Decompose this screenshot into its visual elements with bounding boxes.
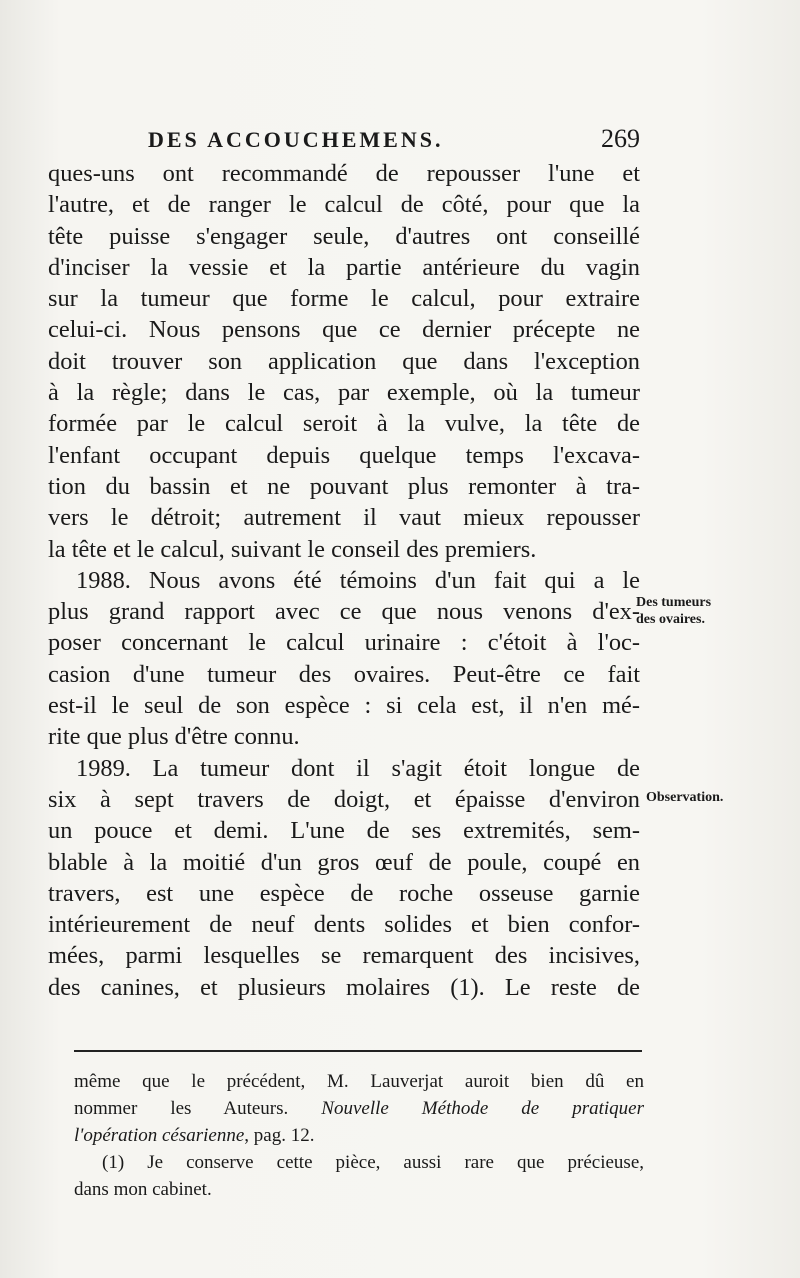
footnote-book-title-cont: l'opération césarienne <box>74 1125 245 1146</box>
text-line: formée par le calcul seroit à la vulve, la tête de <box>48 410 640 438</box>
text-line: celui-ci. Nous pensons que ce dernier précepte ne <box>48 316 640 344</box>
footnote-text: nommer les Auteurs. <box>74 1098 322 1119</box>
footnote-line: même que le précédent, M. Lauverjat auroit bien dû en <box>74 1071 644 1092</box>
text-line: doit trouver son application que dans l'exception <box>48 347 640 375</box>
body-text <box>48 158 640 1003</box>
paragraph-1989-start: 1989. La tumeur dont il s'agit étoit longue de <box>76 754 640 782</box>
text-line: l'enfant occupant depuis quelque temps l'excava- <box>48 441 640 469</box>
margin-note-line: des ovaires. <box>636 612 705 627</box>
margin-note-line: Des tumeurs <box>636 595 712 610</box>
text-line: ques-uns ont recommandé de repousser l'une et <box>48 160 640 187</box>
footnote-divider <box>74 1050 642 1052</box>
text-line: sur la tumeur que forme le calcul, pour extraire <box>48 285 640 313</box>
page-number: 269 <box>601 124 640 153</box>
text-line: intérieurement de neuf dents solides et bien confor- <box>48 911 640 939</box>
footnote-1: (1) Je conserve cette pièce, aussi rare que précieuse, <box>102 1152 644 1173</box>
text-line: travers, est une espèce de roche osseuse garnie <box>48 879 640 907</box>
text-line: casion d'une tumeur des ovaires. Peut-être ce fait <box>48 660 640 688</box>
footnotes <box>74 1068 644 1203</box>
text-line: rite que plus d'être connu. <box>48 723 300 751</box>
text-line: poser concernant le calcul urinaire : c'étoit à l'oc- <box>48 629 640 657</box>
text-line: est-il le seul de son espèce : si cela est, il n'en mé- <box>48 692 640 720</box>
text-line: plus grand rapport avec ce que nous venons d'ex- <box>48 598 640 626</box>
text-line: des canines, et plusieurs molaires (1). Le reste de <box>48 973 640 1001</box>
text-line: mées, parmi lesquelles se remarquent des incisives, <box>48 942 640 970</box>
text-line: blable à la moitié d'un gros œuf de poule, coupé en <box>48 848 640 876</box>
running-title: DES ACCOUCHEMENS. <box>148 127 444 152</box>
paragraph-1988-start: 1988. Nous avons été témoins d'un fait qui a le <box>76 566 640 594</box>
text-line: six à sept travers de doigt, et épaisse d'environ <box>48 785 640 813</box>
text-line: à la règle; dans le cas, par exemple, où la tumeur <box>48 379 640 407</box>
footnote-book-title: Nouvelle Méthode de pratiquer <box>321 1098 644 1119</box>
page-header <box>148 124 640 154</box>
footnote-line: dans mon cabinet. <box>74 1179 212 1200</box>
text-line: un pouce et demi. L'une de ses extremités, sem- <box>48 817 640 845</box>
footnote-line <box>74 1095 644 1122</box>
margin-note-observation: Observation. <box>646 790 724 805</box>
margin-note-tumeurs <box>636 594 756 628</box>
footnote-line <box>74 1122 644 1149</box>
text-line: tion du bassin et ne pouvant plus remonter à tra- <box>48 472 640 500</box>
footnote-page-ref: , pag. 12. <box>244 1125 315 1146</box>
text-line: d'inciser la vessie et la partie antérieure du vagin <box>48 253 640 281</box>
text-line: l'autre, et de ranger le calcul de côté, pour que la <box>48 191 640 219</box>
text-line: tête puisse s'engager seule, d'autres ont conseillé <box>48 222 640 250</box>
text-line: la tête et le calcul, suivant le conseil des premiers. <box>48 535 537 563</box>
text-line: vers le détroit; autrement il vaut mieux repousser <box>48 504 640 532</box>
